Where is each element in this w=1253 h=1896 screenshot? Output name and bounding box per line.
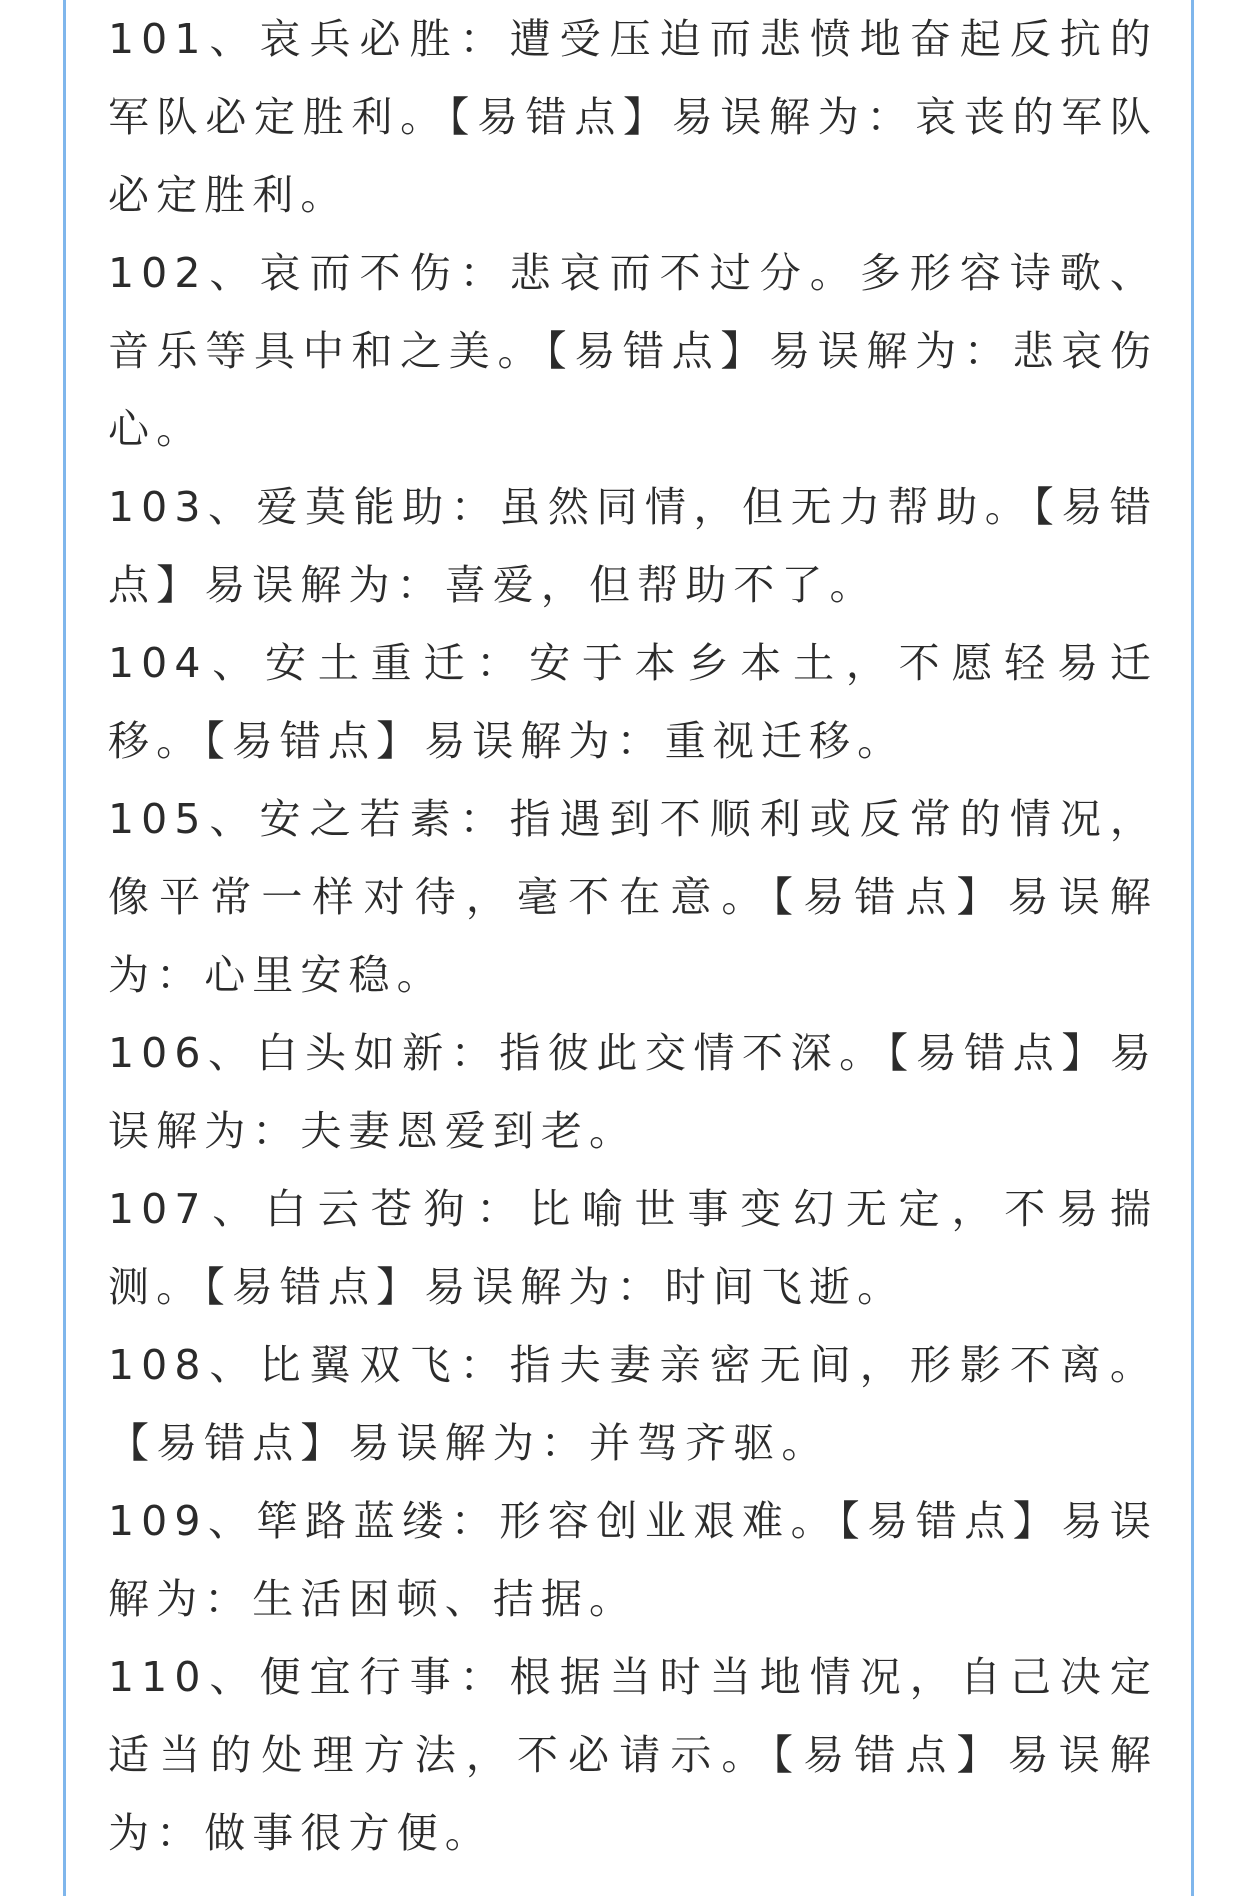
idiom-entry-105: 105、安之若素：指遇到不顺利或反常的情况，像平常一样对待，毫不在意。【易错点】易误解为：心里安稳。 xyxy=(108,795,1158,999)
idiom-entry-110: 110、便宜行事：根据当时当地情况，自己决定适当的处理方法，不必请示。【易错点】易误解为：做事很方便。 xyxy=(108,1653,1158,1857)
idiom-entry-107: 107、白云苍狗：比喻世事变幻无定，不易揣测。【易错点】易误解为：时间飞逝。 xyxy=(108,1185,1158,1311)
idiom-list xyxy=(108,0,1158,1872)
idiom-entry-102: 102、哀而不伤：悲哀而不过分。多形容诗歌、音乐等具中和之美。【易错点】易误解为：悲哀伤心。 xyxy=(108,249,1158,453)
idiom-entry-101: 101、哀兵必胜：遭受压迫而悲愤地奋起反抗的军队必定胜利。【易错点】易误解为：哀丧的军队必定胜利。 xyxy=(108,15,1158,219)
idiom-entry-103: 103、爱莫能助：虽然同情，但无力帮助。【易错点】易误解为：喜爱，但帮助不了。 xyxy=(108,483,1158,609)
idiom-entry-109: 109、筚路蓝缕：形容创业艰难。【易错点】易误解为：生活困顿、拮据。 xyxy=(108,1497,1158,1623)
idiom-entry-106: 106、白头如新：指彼此交情不深。【易错点】易误解为：夫妻恩爱到老。 xyxy=(108,1029,1158,1155)
idiom-entry-108: 108、比翼双飞：指夫妻亲密无间，形影不离。【易错点】易误解为：并驾齐驱。 xyxy=(108,1341,1158,1467)
idiom-entry-104: 104、安土重迁：安于本乡本土，不愿轻易迁移。【易错点】易误解为：重视迁移。 xyxy=(108,639,1158,765)
